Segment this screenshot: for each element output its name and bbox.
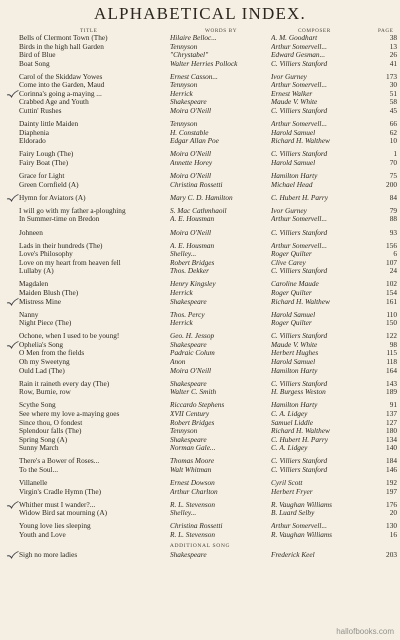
composer: Arthur Somervell...	[271, 241, 327, 250]
words-by: Hilaire Belloc...	[170, 34, 217, 42]
song-title: Maiden Blush (The)	[19, 289, 79, 298]
index-row	[0, 531, 400, 540]
words-by: Annette Horey	[170, 158, 213, 167]
song-title: Crabbed Age and Youth	[19, 98, 89, 107]
song-title: Oh my Sweetyng	[19, 358, 70, 367]
index-row	[0, 150, 400, 159]
page-number: 115	[386, 348, 397, 358]
words-by: H. Constable	[170, 128, 209, 137]
index-row	[0, 358, 400, 367]
song-title: There's a Bower of Roses...	[19, 457, 100, 466]
index-row	[0, 129, 400, 138]
composer: Samuel Liddle	[271, 418, 313, 427]
page-number: 66	[389, 119, 397, 129]
composer: Harold Samuel	[271, 310, 316, 319]
page-number: 180	[386, 426, 397, 436]
index-row	[0, 81, 400, 90]
index-row	[0, 488, 400, 497]
composer: C. Villiers Stanford	[271, 379, 328, 388]
index-row	[0, 341, 400, 350]
song-title: Magdalen	[19, 280, 49, 289]
words-by: Herrick	[170, 319, 193, 328]
composer: C. Villiers Stanford	[271, 228, 328, 237]
words-by: Walter Herries Pollock	[170, 59, 238, 68]
composer: Maude V. White	[271, 340, 318, 349]
song-title: Come into the Garden, Maud	[19, 81, 105, 90]
page-number: 6	[393, 249, 397, 259]
composer: Caroline Maude	[271, 280, 319, 289]
words-by: Shakespeare	[170, 551, 207, 560]
composer: Richard H. Walthew	[271, 297, 330, 306]
page-number: 192	[386, 477, 397, 487]
words-by: Moira O'Neill	[170, 150, 212, 159]
page-number: 189	[386, 387, 397, 397]
words-by: R. L. Stevenson	[170, 530, 215, 539]
index-row	[0, 367, 400, 376]
words-by: A. E. Housman	[170, 215, 215, 224]
composer: Roger Quilter	[271, 250, 312, 259]
composer: Cyril Scott	[271, 478, 303, 487]
index-row	[0, 90, 400, 99]
song-title: Love's Philosophy	[19, 250, 73, 259]
page-title: ALPHABETICAL INDEX.	[94, 4, 306, 23]
page-number: 184	[386, 456, 397, 466]
page-number: 98	[389, 339, 397, 349]
additional-song-heading-row	[0, 541, 400, 551]
composer: Harold Samuel	[271, 128, 316, 137]
composer: B. Luard Selby	[271, 509, 315, 518]
song-title: Bells of Clermont Town (The)	[19, 34, 108, 42]
page-number: 10	[389, 136, 397, 146]
words-by: Walter C. Smith	[170, 388, 217, 397]
words-by: Herrick	[170, 89, 193, 98]
words-by: Norman Gale...	[170, 444, 216, 453]
words-by: Ernest Casson...	[170, 72, 218, 81]
words-by: Riccardo Stephens	[170, 401, 225, 410]
song-title: Boat Song	[19, 59, 50, 68]
song-title: Bird of Blue	[19, 51, 56, 60]
words-by: Christina Rossetti	[170, 180, 223, 189]
composer: C. A. Lidgey	[271, 444, 308, 453]
index-row	[0, 509, 400, 518]
index-row	[0, 259, 400, 268]
song-title: In Summer-time on Bredon	[19, 215, 100, 224]
composer: A. M. Goodhart	[271, 34, 318, 42]
song-title: Grace for Light	[19, 172, 65, 181]
index-row	[0, 501, 400, 510]
composer: Arthur Somervell...	[271, 120, 327, 129]
composer: C. Villiers Stanford	[271, 106, 328, 115]
words-by: Robert Bridges	[170, 418, 215, 427]
index-row	[0, 388, 400, 397]
page-number: 88	[389, 214, 397, 224]
words-by: Ernest Dowson	[170, 478, 215, 487]
composer: Ivor Gurney	[271, 206, 307, 215]
page-number: 176	[386, 499, 397, 509]
song-title: Hymn for Aviators (A)	[19, 193, 86, 202]
song-title: Night Piece (The)	[19, 319, 72, 328]
words-by: Thos. Percy	[170, 310, 205, 319]
page-number: 26	[389, 50, 397, 60]
song-title: Young love lies sleeping	[19, 522, 91, 531]
song-title: Green Cornfield (A)	[19, 180, 79, 189]
index-row	[0, 215, 400, 224]
page-number: 127	[386, 417, 397, 427]
words-by: Moira O'Neill	[170, 106, 212, 115]
words-by: Robert Bridges	[170, 258, 215, 267]
song-title: Ochone, when I used to be young!	[19, 332, 120, 341]
index-row	[0, 280, 400, 289]
page-number: 93	[389, 227, 397, 237]
pencil-check-icon	[6, 551, 19, 559]
song-title: Since thou, O fondest	[19, 418, 83, 427]
index-row	[0, 229, 400, 238]
words-by: XVII Century	[170, 409, 210, 418]
song-title: Whither must I wander?...	[19, 500, 96, 509]
index-row	[0, 319, 400, 328]
page-number: 30	[389, 80, 397, 90]
song-title: Splendour falls (The)	[19, 427, 82, 436]
song-title: I will go with my father a-ploughing	[19, 206, 126, 215]
page-number: 164	[386, 365, 397, 375]
index-row	[0, 51, 400, 60]
composer: Michael Head	[271, 180, 313, 189]
words-by: Shakespeare	[170, 340, 207, 349]
song-title: Virgin's Cradle Hymn (The)	[19, 487, 102, 496]
index-row	[0, 551, 400, 560]
index-row	[0, 73, 400, 82]
composer: Ivor Gurney	[271, 72, 307, 81]
index-row	[0, 120, 400, 129]
composer: Roger Quilter	[271, 319, 312, 328]
composer: Arthur Somervell...	[271, 522, 327, 531]
index-row	[0, 380, 400, 389]
page-number: 107	[386, 257, 397, 267]
words-by: Walt Whitman	[170, 465, 212, 474]
composer: Harold Samuel	[271, 358, 316, 367]
composer: Clive Carey	[271, 258, 306, 267]
index-row	[0, 479, 400, 488]
index-row	[0, 436, 400, 445]
page-number: 161	[386, 296, 397, 306]
page-number: 102	[386, 279, 397, 289]
song-title: Villanelle	[19, 478, 48, 487]
words-by: Tennyson	[170, 427, 198, 436]
words-by: Shelley...	[170, 509, 197, 518]
composer: C. Villiers Stanford	[271, 59, 328, 68]
song-title: Ophelia's Song	[19, 340, 64, 349]
index-row	[0, 60, 400, 69]
composer: C. Villiers Stanford	[271, 457, 328, 466]
composer: Ernest Walker	[271, 89, 313, 98]
composer: Hamilton Harty	[271, 366, 318, 375]
index-row	[0, 401, 400, 410]
words-by: Tennyson	[170, 120, 198, 129]
composer: R. Vaughan Williams	[271, 530, 333, 539]
composer: Herbert Hughes	[271, 349, 319, 358]
page-number: 91	[389, 400, 397, 410]
page-number: 134	[386, 434, 397, 444]
index-row	[0, 159, 400, 168]
words-by: Shakespeare	[170, 379, 207, 388]
index-row	[0, 34, 400, 43]
song-title: Youth and Love	[19, 530, 66, 539]
words-by: Thos. Dekker	[170, 267, 209, 276]
page-number: 16	[389, 529, 397, 539]
composer: C. Villiers Stanford	[271, 267, 328, 276]
words-by: Tennyson	[170, 42, 198, 51]
song-title: Birds in the high hall Garden	[19, 42, 104, 51]
song-title: Diaphenia	[19, 128, 49, 137]
page-number: 150	[386, 318, 397, 328]
page-number: 143	[386, 378, 397, 388]
song-title: Row, Burnie, row	[19, 388, 71, 397]
song-title: Fairy Boat (The)	[19, 158, 69, 167]
song-title: Corinna's going a-maying ...	[19, 89, 102, 98]
song-title: Ould Lad (The)	[19, 366, 65, 375]
page-number: 122	[386, 331, 397, 341]
composer: Herbert Fryer	[271, 487, 313, 496]
page-number: 84	[389, 192, 397, 202]
page-number: 38	[389, 33, 397, 42]
words-by: Henry Kingsley	[170, 280, 216, 289]
song-title: Carol of the Skiddaw Yowes	[19, 72, 103, 81]
index-row	[0, 298, 400, 307]
pencil-check-icon	[6, 298, 19, 306]
words-by: A. E. Housman	[170, 241, 215, 250]
words-by: Shelley...	[170, 250, 197, 259]
composer: Arthur Somervell...	[271, 81, 327, 90]
page-number: 110	[386, 309, 397, 319]
index-row	[0, 349, 400, 358]
words-by: Mary C. D. Hamilton	[170, 193, 233, 202]
song-title: Johneen	[19, 228, 43, 237]
words-by: R. L. Stevenson	[170, 500, 215, 509]
song-title: Cuttin' Rushes	[19, 106, 62, 115]
header-page: PAGE	[378, 28, 394, 34]
song-title: Sigh no more ladies	[19, 551, 78, 560]
song-title: Lads in their hundreds (The)	[19, 241, 103, 250]
composer: C. A. Lidgey	[271, 409, 308, 418]
song-title: Lullaby (A)	[19, 267, 54, 276]
words-by: Moira O'Neill	[170, 172, 212, 181]
pencil-check-icon	[6, 90, 19, 98]
page-number: 154	[386, 288, 397, 298]
pencil-check-icon	[6, 341, 19, 349]
header-composer: COMPOSER	[298, 28, 331, 34]
index-row	[0, 289, 400, 298]
index-row	[0, 522, 400, 531]
song-title: Scythe Song	[19, 401, 56, 410]
page-number: 45	[389, 105, 397, 115]
words-by: Herrick	[170, 289, 193, 298]
index-row	[0, 172, 400, 181]
song-title: Nanny	[19, 310, 39, 319]
pencil-check-icon	[6, 501, 19, 509]
words-by: Arthur Charlton	[170, 487, 218, 496]
composer: C. Villiers Stanford	[271, 332, 328, 341]
page-number: 140	[386, 443, 397, 453]
page-number: 203	[386, 550, 397, 560]
page-number: 20	[389, 508, 397, 518]
composer: Richard H. Walthew	[271, 427, 330, 436]
index-row	[0, 250, 400, 259]
index-row	[0, 444, 400, 453]
page-number: 58	[389, 97, 397, 107]
index-row	[0, 207, 400, 216]
words-by: "Chrystabel"	[170, 51, 209, 60]
page-number: 156	[386, 240, 397, 250]
composer: Maude V. White	[271, 98, 318, 107]
index-row	[0, 419, 400, 428]
composer: H. Burgess Weston	[271, 388, 326, 397]
words-by: Shakespeare	[170, 435, 207, 444]
song-title: Widow Bird sat mourning (A)	[19, 509, 108, 518]
composer: Hamilton Harty	[271, 401, 318, 410]
song-title: Rain it raineth every day (The)	[19, 379, 110, 388]
words-by: Tennyson	[170, 81, 198, 90]
composer: Edward Gesman...	[271, 51, 326, 60]
additional-song-heading: ADDITIONAL SONG	[169, 543, 231, 550]
index-row	[0, 332, 400, 341]
index-row	[0, 43, 400, 52]
words-by: Geo. H. Jessop	[170, 332, 215, 341]
words-by: Padraic Colum	[170, 349, 215, 358]
song-title: Fairy Lough (The)	[19, 150, 74, 159]
composer: C. Hubert H. Parry	[271, 193, 328, 202]
composer: Arthur Somervell...	[271, 42, 327, 51]
page-number: 118	[386, 357, 397, 367]
page-number: 146	[386, 464, 397, 474]
song-title: Mistress Mine	[19, 297, 61, 306]
words-by: Thomas Moore	[170, 457, 215, 466]
composer: C. Hubert H. Parry	[271, 435, 328, 444]
song-title: See where my love a-maying goes	[19, 409, 120, 418]
song-title: Eldorado	[19, 137, 46, 146]
composer: Arthur Somervell...	[271, 215, 327, 224]
song-title: To the Soul...	[19, 465, 59, 474]
composer: Richard H. Walthew	[271, 137, 330, 146]
composer: R. Vaughan Williams	[271, 500, 333, 509]
index-row	[0, 137, 400, 146]
index-row	[0, 194, 400, 203]
index-row	[0, 181, 400, 190]
index-list	[0, 34, 400, 560]
words-by: Shakespeare	[170, 98, 207, 107]
page-number: 13	[389, 41, 397, 51]
index-row	[0, 242, 400, 251]
page-number: 75	[389, 171, 397, 181]
words-by: S. Mac Cathmhaoil	[170, 206, 227, 215]
words-by: Moira O'Neill	[170, 366, 212, 375]
song-title: O Men from the fields	[19, 349, 85, 358]
watermark: hallofbooks.com	[336, 627, 394, 636]
page-number: 51	[389, 88, 397, 98]
song-title: Love on my heart from heaven fell	[19, 258, 121, 267]
composer: Harold Samuel	[271, 158, 316, 167]
page-number: 79	[389, 205, 397, 215]
pencil-check-icon	[6, 194, 19, 202]
song-title: Sunny March	[19, 444, 59, 453]
index-row	[0, 466, 400, 475]
index-row	[0, 98, 400, 107]
header-title: TITLE	[80, 28, 98, 34]
composer: C. Villiers Stanford	[271, 150, 328, 159]
words-by: Shakespeare	[170, 297, 207, 306]
words-by: Edgar Allan Poe	[170, 137, 219, 146]
page-number: 130	[386, 521, 397, 531]
composer: C. Villiers Stanford	[271, 465, 328, 474]
page-number: 24	[389, 266, 397, 276]
page-number: 1	[393, 149, 397, 159]
index-row	[0, 457, 400, 466]
index-row	[0, 267, 400, 276]
composer: Roger Quilter	[271, 289, 312, 298]
composer: Frederick Keel	[271, 551, 315, 560]
words-by: Anon	[170, 358, 186, 367]
page-number: 41	[389, 58, 397, 68]
page-number: 197	[386, 486, 397, 496]
index-row	[0, 311, 400, 320]
page-number: 70	[389, 157, 397, 167]
page-number: 62	[389, 127, 397, 137]
composer: Hamilton Harty	[271, 172, 318, 181]
words-by: Christina Rossetti	[170, 522, 223, 531]
index-row	[0, 410, 400, 419]
song-title: Spring Song (A)	[19, 435, 68, 444]
page-number: 137	[386, 408, 397, 418]
page-number: 200	[386, 179, 397, 189]
index-row	[0, 427, 400, 436]
index-row	[0, 107, 400, 116]
page-number: 173	[386, 71, 397, 81]
song-title: Dainty little Maiden	[19, 120, 79, 129]
header-words-by: WORDS BY	[205, 28, 238, 34]
words-by: Moira O'Neill	[170, 228, 212, 237]
